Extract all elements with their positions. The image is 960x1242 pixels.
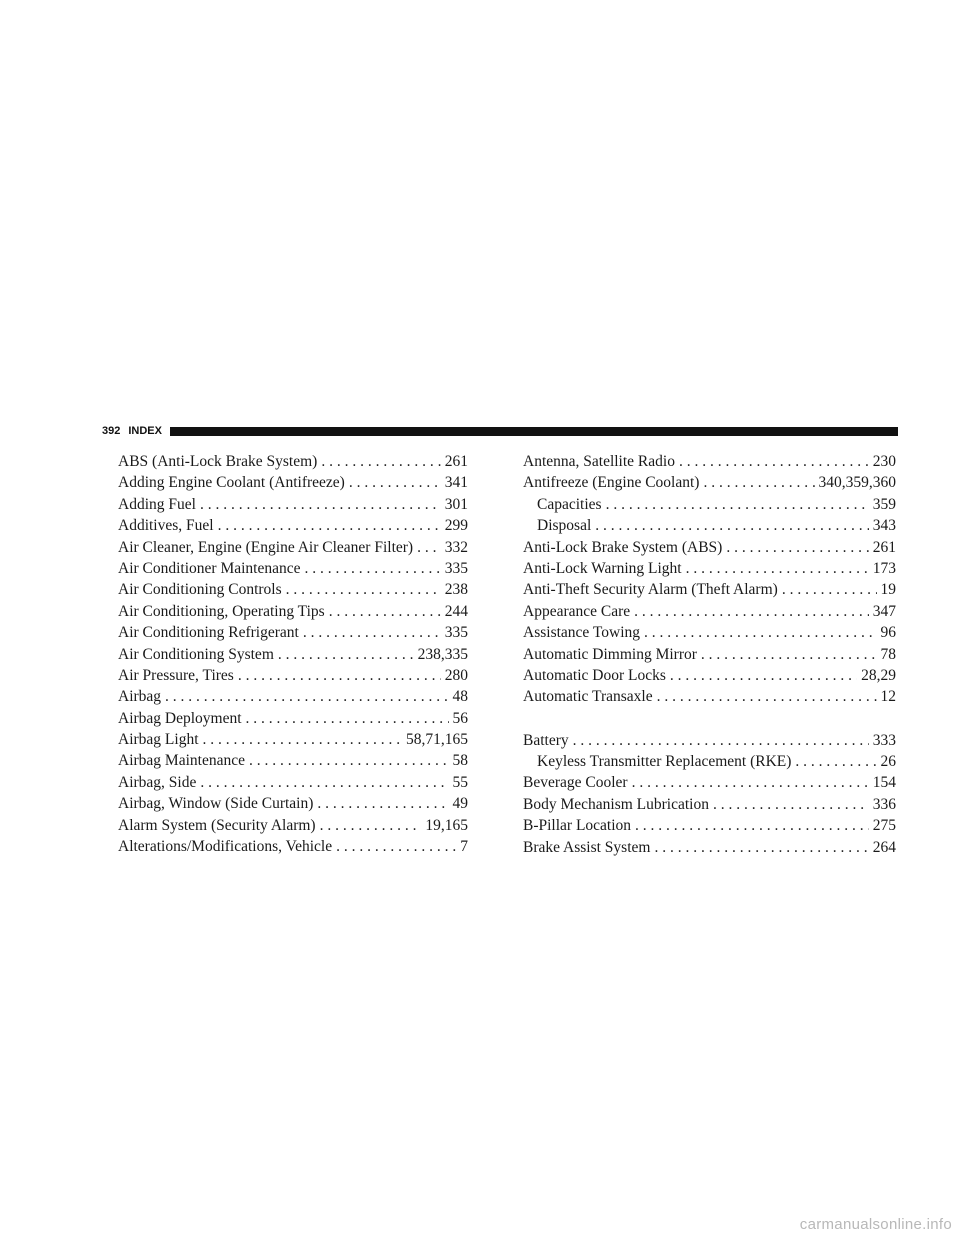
dot-leader — [203, 729, 403, 750]
dot-leader — [634, 601, 869, 622]
index-term: Air Conditioning, Operating Tips — [118, 602, 325, 620]
index-page-ref: 343 — [872, 517, 896, 535]
index-entry — [118, 622, 468, 643]
dot-leader — [713, 794, 869, 815]
index-page-ref: 48 — [452, 688, 468, 706]
index-term: Battery — [523, 731, 569, 749]
index-entry — [523, 601, 896, 622]
index-term: Keyless Transmitter Replacement (RKE) — [537, 753, 792, 771]
dot-leader — [317, 793, 448, 814]
index-entry — [523, 537, 896, 558]
index-entry — [523, 665, 896, 686]
index-page-ref: 56 — [452, 709, 468, 727]
index-page-ref: 299 — [444, 517, 468, 535]
dot-leader — [320, 815, 422, 836]
index-page-ref: 230 — [872, 453, 896, 470]
index-page-ref: 238,335 — [417, 645, 468, 663]
index-entry — [523, 772, 896, 793]
index-entry — [118, 537, 468, 558]
dot-leader — [595, 515, 869, 536]
index-term: Air Pressure, Tires — [118, 666, 234, 684]
index-term: Airbag Light — [118, 731, 199, 749]
dot-leader — [249, 750, 449, 771]
index-term: Airbag Deployment — [118, 709, 242, 727]
index-term: Air Cleaner, Engine (Engine Air Cleaner Filter) — [118, 538, 414, 556]
dot-leader — [218, 515, 441, 536]
index-entry — [118, 558, 468, 579]
dot-leader — [632, 772, 869, 793]
index-page-ref: 55 — [452, 773, 468, 791]
index-entry — [523, 794, 896, 815]
index-entry — [118, 772, 468, 793]
dot-leader — [654, 837, 868, 858]
index-entry — [523, 686, 896, 707]
dot-leader — [349, 472, 441, 493]
index-entry — [523, 622, 896, 643]
index-page-ref: 335 — [444, 624, 468, 642]
index-term: Appearance Care — [523, 602, 631, 620]
index-term: Antifreeze (Engine Coolant) — [523, 474, 700, 492]
index-page-ref: 173 — [872, 559, 896, 577]
index-entry — [523, 815, 896, 836]
index-page-ref: 78 — [880, 645, 896, 663]
index-page-ref: 49 — [452, 795, 468, 813]
dot-leader — [606, 494, 869, 515]
index-page-ref: 301 — [444, 495, 468, 513]
index-page-ref: 154 — [872, 774, 896, 792]
dot-leader — [417, 537, 441, 558]
index-term: Antenna, Satellite Radio — [523, 453, 675, 470]
index-entry — [118, 472, 468, 493]
dot-leader — [644, 622, 876, 643]
index-term: Body Mechanism Lubrication — [523, 795, 709, 813]
dot-leader — [795, 751, 876, 772]
index-page-ref: 26 — [880, 753, 896, 771]
index-term: B-Pillar Location — [523, 817, 632, 835]
dot-leader — [670, 665, 857, 686]
index-term: Beverage Cooler — [523, 774, 628, 792]
index-column-right — [523, 451, 896, 858]
index-term: Air Conditioning Refrigerant — [118, 624, 299, 642]
index-term: Brake Assist System — [523, 838, 651, 856]
index-page-ref: 335 — [444, 559, 468, 577]
index-page-ref: 275 — [872, 817, 896, 835]
index-entry — [118, 729, 468, 750]
dot-leader — [200, 494, 441, 515]
index-entry — [523, 579, 896, 600]
index-page-ref: 336 — [872, 795, 896, 813]
index-term: Airbag, Side — [118, 773, 197, 791]
index-term: Air Conditioning Controls — [118, 581, 282, 599]
dot-leader — [246, 708, 449, 729]
dot-leader — [286, 579, 441, 600]
page-number: 392 — [102, 425, 121, 437]
index-term: Assistance Towing — [523, 624, 641, 642]
dot-leader — [238, 665, 441, 686]
index-entry — [118, 451, 468, 472]
index-entry — [118, 686, 468, 707]
dot-leader — [782, 579, 877, 600]
index-page-ref: 7 — [460, 838, 468, 856]
index-column-left — [118, 451, 468, 857]
index-entry — [523, 644, 896, 665]
index-page-ref: 341 — [444, 474, 468, 492]
index-entry — [118, 793, 468, 814]
index-entry — [118, 494, 468, 515]
index-entry — [523, 515, 896, 536]
index-page-ref: 340,359,360 — [818, 474, 896, 492]
index-entry — [523, 494, 896, 515]
dot-leader — [303, 622, 441, 643]
dot-leader — [200, 772, 448, 793]
index-page-ref: 359 — [872, 495, 896, 513]
index-page-ref: 58,71,165 — [406, 731, 468, 749]
dot-leader — [321, 451, 440, 472]
dot-leader — [686, 558, 869, 579]
dot-leader — [657, 686, 877, 707]
watermark: carmanualsonline.info — [799, 1216, 952, 1233]
dot-leader — [701, 644, 877, 665]
dot-leader — [726, 537, 868, 558]
index-term: Automatic Dimming Mirror — [523, 645, 697, 663]
index-term: Airbag — [118, 688, 162, 706]
index-page-ref: 58 — [452, 752, 468, 770]
index-entry — [118, 665, 468, 686]
dot-leader — [703, 472, 814, 493]
index-term: Capacities — [537, 495, 602, 513]
index-entry — [523, 751, 896, 772]
index-page-ref: 96 — [880, 624, 896, 642]
index-entry — [118, 644, 468, 665]
index-term: Anti-Lock Warning Light — [523, 559, 682, 577]
index-entry — [523, 837, 896, 858]
dot-leader — [336, 836, 456, 857]
index-term: Air Conditioning System — [118, 645, 274, 663]
index-page-ref: 28,29 — [861, 666, 896, 684]
dot-leader — [329, 601, 441, 622]
index-term: Airbag Maintenance — [118, 752, 245, 770]
index-page-ref: 264 — [872, 838, 896, 856]
index-term: Air Conditioner Maintenance — [118, 559, 301, 577]
index-term: Automatic Door Locks — [523, 666, 666, 684]
index-page-ref: 261 — [444, 453, 468, 470]
index-term: Airbag, Window (Side Curtain) — [118, 795, 314, 813]
index-page-ref: 333 — [872, 731, 896, 749]
index-term: Anti-Lock Brake System (ABS) — [523, 538, 723, 556]
dot-leader — [165, 686, 448, 707]
dot-leader — [305, 558, 441, 579]
index-entry — [118, 815, 468, 836]
index-term: Adding Fuel — [118, 495, 196, 513]
index-entry — [118, 836, 468, 857]
index-term: Automatic Transaxle — [523, 688, 653, 706]
index-entry — [118, 515, 468, 536]
index-entry — [118, 750, 468, 771]
dot-leader — [635, 815, 869, 836]
index-term: Disposal — [537, 517, 592, 535]
index-page-ref: 261 — [872, 538, 896, 556]
page-header — [102, 424, 898, 438]
index-term: Alarm System (Security Alarm) — [118, 816, 316, 834]
index-entry — [523, 558, 896, 579]
section-title: INDEX — [128, 425, 162, 437]
index-page-ref: 19,165 — [425, 816, 468, 834]
index-page-ref: 280 — [444, 666, 468, 684]
index-term: Additives, Fuel — [118, 517, 214, 535]
index-page-ref: 12 — [880, 688, 896, 706]
index-term: Alterations/Modifications, Vehicle — [118, 838, 333, 856]
dot-leader — [679, 451, 869, 472]
index-page-ref: 244 — [444, 602, 468, 620]
index-page-ref: 347 — [872, 602, 896, 620]
index-entry — [118, 601, 468, 622]
index-page-ref: 19 — [880, 581, 896, 599]
index-page-ref: 238 — [444, 581, 468, 599]
index-entry — [523, 472, 896, 493]
index-term: Adding Engine Coolant (Antifreeze) — [118, 474, 345, 492]
dot-leader — [278, 644, 414, 665]
index-entry — [118, 708, 468, 729]
index-term: ABS (Anti-Lock Brake System) — [118, 453, 318, 470]
index-entry — [523, 451, 896, 472]
index-page-ref: 332 — [444, 538, 468, 556]
index-term: Anti-Theft Security Alarm (Theft Alarm) — [523, 581, 778, 599]
header-rule — [170, 427, 898, 436]
index-entry — [523, 730, 896, 751]
index-entry — [118, 579, 468, 600]
dot-leader — [573, 730, 869, 751]
